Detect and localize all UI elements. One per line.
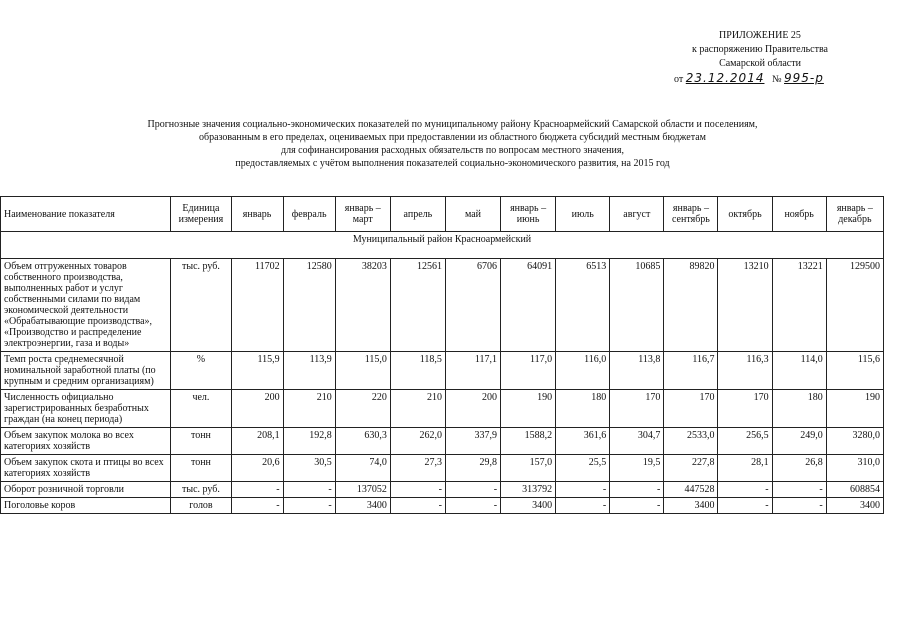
table-row [1, 390, 884, 428]
indicator-value: 25,5 [556, 455, 610, 482]
indicator-value: 220 [335, 390, 390, 428]
col-header-period: январь – декабрь [826, 197, 883, 232]
indicator-value: 3400 [826, 498, 883, 514]
indicator-value: 3400 [501, 498, 556, 514]
col-header-period: октябрь [718, 197, 772, 232]
indicator-unit: тонн [171, 455, 231, 482]
indicator-value: 249,0 [772, 428, 826, 455]
appendix-region: Самарской области [719, 58, 801, 69]
table-row [1, 498, 884, 514]
indicator-value: 137052 [335, 482, 390, 498]
indicator-value: 313792 [501, 482, 556, 498]
indicator-value: - [718, 482, 772, 498]
indicator-value: - [610, 498, 664, 514]
indicator-name: Оборот розничной торговли [1, 482, 171, 498]
col-header-period: апрель [390, 197, 445, 232]
indicator-value: 129500 [826, 259, 883, 352]
decree-date: 23.12.2014 [685, 71, 765, 85]
indicator-value: 3280,0 [826, 428, 883, 455]
indicator-value: 26,8 [772, 455, 826, 482]
indicator-value: 118,5 [390, 352, 445, 390]
table-row [1, 455, 884, 482]
indicator-value: - [772, 498, 826, 514]
indicator-value: 113,9 [283, 352, 335, 390]
indicator-value: 115,0 [335, 352, 390, 390]
number-prefix: № [771, 74, 782, 85]
indicator-value: 157,0 [501, 455, 556, 482]
indicator-value: - [445, 498, 500, 514]
document-title [90, 118, 815, 170]
indicator-value: 208,1 [231, 428, 283, 455]
indicator-value: 2533,0 [664, 428, 718, 455]
indicator-value: 304,7 [610, 428, 664, 455]
indicator-value: 64091 [501, 259, 556, 352]
indicator-value: 210 [390, 390, 445, 428]
indicator-value: 115,6 [826, 352, 883, 390]
indicator-value: - [231, 482, 283, 498]
indicator-value: 447528 [664, 482, 718, 498]
indicator-value: 12580 [283, 259, 335, 352]
indicator-value: - [610, 482, 664, 498]
indicator-value: - [231, 498, 283, 514]
indicator-value: 28,1 [718, 455, 772, 482]
header-row [1, 197, 884, 232]
indicator-value: 10685 [610, 259, 664, 352]
indicator-value: 38203 [335, 259, 390, 352]
indicator-value: 608854 [826, 482, 883, 498]
indicator-unit: тонн [171, 428, 231, 455]
indicator-value: 190 [826, 390, 883, 428]
col-header-name: Наименование показателя [1, 197, 171, 232]
indicator-value: 3400 [664, 498, 718, 514]
indicator-value: 170 [610, 390, 664, 428]
indicator-value: - [445, 482, 500, 498]
indicator-value: 3400 [335, 498, 390, 514]
indicator-value: 361,6 [556, 428, 610, 455]
col-header-period: июль [556, 197, 610, 232]
indicator-value: 180 [556, 390, 610, 428]
indicators-table [0, 196, 884, 514]
date-prefix: от [674, 74, 684, 85]
indicator-name: Объем отгруженных товаров собственного производства, выполненных работ и услуг собственными силами по видам экономической деятельности «Обрабатывающие производства», «Производство и распределение электроэнергии, газа и воды» [1, 259, 171, 352]
indicator-value: 170 [664, 390, 718, 428]
indicator-name: Объем закупок молока во всех категориях хозяйств [1, 428, 171, 455]
indicator-value: 200 [231, 390, 283, 428]
col-header-period: январь – сентябрь [664, 197, 718, 232]
indicator-unit: % [171, 352, 231, 390]
indicator-value: 30,5 [283, 455, 335, 482]
indicator-value: - [283, 498, 335, 514]
indicator-value: 337,9 [445, 428, 500, 455]
indicator-value: 116,7 [664, 352, 718, 390]
indicator-value: 13210 [718, 259, 772, 352]
title-line-3: для софинансирования расходных обязательств по вопросам местного значения, [281, 145, 624, 156]
indicator-value: 116,3 [718, 352, 772, 390]
indicator-name: Объем закупок скота и птицы во всех категориях хозяйств [1, 455, 171, 482]
indicator-value: 180 [772, 390, 826, 428]
col-header-period: ноябрь [772, 197, 826, 232]
indicator-value: - [556, 498, 610, 514]
indicator-value: 29,8 [445, 455, 500, 482]
appendix-decree: к распоряжению Правительства [691, 44, 828, 55]
indicator-value: 117,1 [445, 352, 500, 390]
indicator-value: 310,0 [826, 455, 883, 482]
indicator-value: 13221 [772, 259, 826, 352]
indicator-value: 11702 [231, 259, 283, 352]
indicator-name: Поголовье коров [1, 498, 171, 514]
region-row [1, 232, 884, 259]
indicator-value: 262,0 [390, 428, 445, 455]
table-row [1, 259, 884, 352]
indicator-value: 1588,2 [501, 428, 556, 455]
indicator-value: 89820 [664, 259, 718, 352]
indicator-value: 27,3 [390, 455, 445, 482]
indicator-value: 114,0 [772, 352, 826, 390]
indicator-value: 192,8 [283, 428, 335, 455]
col-header-unit: Единица измерения [171, 197, 231, 232]
appendix-number: ПРИЛОЖЕНИЕ 25 [719, 30, 801, 41]
title-line-2: образованным в его пределах, оцениваемых при предоставлении из областного бюджета субсидий местным бюджетам [198, 132, 707, 143]
col-header-period: январь – июнь [501, 197, 556, 232]
col-header-period: февраль [283, 197, 335, 232]
region-title: Муниципальный район Красноармейский [1, 232, 884, 259]
indicator-value: 116,0 [556, 352, 610, 390]
indicator-value: 630,3 [335, 428, 390, 455]
table-row [1, 482, 884, 498]
col-header-period: август [610, 197, 664, 232]
appendix-block [640, 29, 880, 87]
indicator-value: - [772, 482, 826, 498]
indicator-value: - [390, 482, 445, 498]
decree-date-number [640, 71, 880, 87]
indicator-value: 6513 [556, 259, 610, 352]
indicator-name: Темп роста среднемесячной номинальной заработной платы (по крупным и средним организациям) [1, 352, 171, 390]
indicator-unit: тыс. руб. [171, 482, 231, 498]
indicator-value: 117,0 [501, 352, 556, 390]
title-line-4: предоставляемых с учётом выполнения показателей социально-экономического развития, на 2015 год [235, 158, 670, 169]
indicator-value: 227,8 [664, 455, 718, 482]
col-header-period: январь [231, 197, 283, 232]
indicator-value: 20,6 [231, 455, 283, 482]
col-header-period: май [445, 197, 500, 232]
indicator-unit: голов [171, 498, 231, 514]
indicator-value: 115,9 [231, 352, 283, 390]
indicator-name: Численность официально зарегистрированных безработных граждан (на конец периода) [1, 390, 171, 428]
indicator-value: 200 [445, 390, 500, 428]
indicator-value: - [390, 498, 445, 514]
indicator-value: 113,8 [610, 352, 664, 390]
indicator-value: 190 [501, 390, 556, 428]
col-header-period: январь – март [335, 197, 390, 232]
decree-number: 995-р [784, 71, 824, 85]
table-row [1, 352, 884, 390]
title-line-1: Прогнозные значения социально-экономических показателей по муниципальному району Красноармейский Самарской области и поселениям, [147, 119, 758, 130]
indicator-value: 170 [718, 390, 772, 428]
indicator-unit: чел. [171, 390, 231, 428]
indicator-value: 12561 [390, 259, 445, 352]
indicator-value: 210 [283, 390, 335, 428]
indicator-value: 6706 [445, 259, 500, 352]
indicator-value: - [718, 498, 772, 514]
indicator-value: 19,5 [610, 455, 664, 482]
indicator-value: 256,5 [718, 428, 772, 455]
indicator-unit: тыс. руб. [171, 259, 231, 352]
indicator-value: - [283, 482, 335, 498]
table-row [1, 428, 884, 455]
indicator-value: - [556, 482, 610, 498]
indicator-value: 74,0 [335, 455, 390, 482]
